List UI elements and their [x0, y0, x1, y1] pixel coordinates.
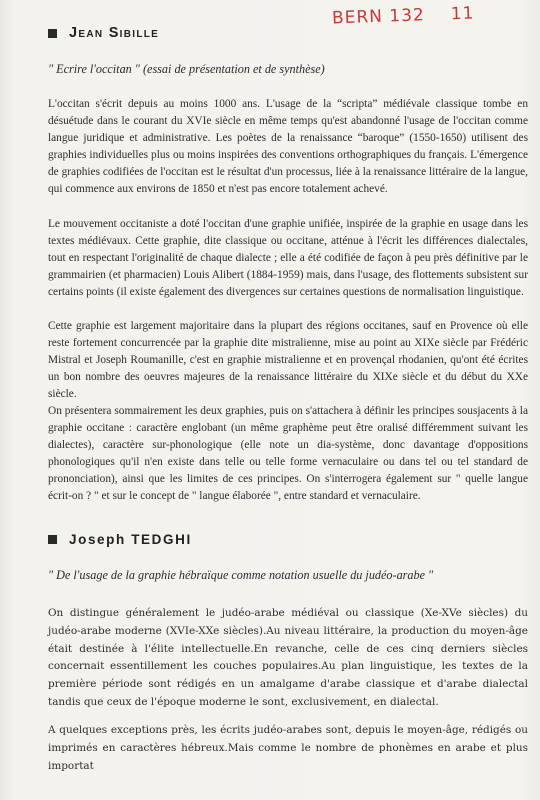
author-name: Jean Sibille [69, 25, 160, 41]
paragraph: L'occitan s'écrit depuis au moins 1000 ans. L'usage de la “scripta” médiévale classique tombe en désuétude dans le courant du XVIe siècle en même temps qu'est abandonné l'usage de l'occitan comme langue juridique et administrative. Les poètes de la renaissance “baroque” (1550-1650) utilisent des graphies individuelles plus ou moins inspirées des conventions orthographiques du français. L'émergence de graphies codifiées de l'occitan est le résultat d'un processus, liée à la renaissance littéraire de la langue, qui commence aux environs de 1850 et n'est pas encore totalement achevé. [48, 98, 528, 196]
paragraph: On présentera sommairement les deux graphies, puis on s'attachera à définir les principes sousjacents à la graphie occitane : caractère englobant (un même graphème peut être oralisé différemment suivant les dialectes), caractère sur-phonologique (elle note un dia-système, donc davantage d'oppositions phonologiques qu'il n'en existe dans telle ou telle forme vernaculaire ou dans tel ou tel standard de prononciation), ainsi que les limites de ces principes. On s'interrogera également sur " quelle langue écrit-on ? " et sur le concept de " langue élaborée ", entre standard et vernaculaire. [48, 405, 528, 503]
handwritten-reference [332, 4, 475, 29]
bullet-square-icon [48, 535, 57, 544]
author-heading-tedghi [48, 532, 192, 547]
paragraph: Cette graphie est largement majoritaire dans la plupart des régions occitanes, sauf en Provence où elle reste fortement concurrencée par la graphie dite mistralienne, mise au point au XIXe siècle par Frédéric Mistral et Joseph Roumanille, c'est en graphie mistralienne et en provençal rhodanien, qu'ont été écrites un bon nombre des oeuvres majeures de la renaissance littéraire du XIXe siècle et du début du XXe siècle. [48, 320, 528, 401]
section-title-occitan: " Ecrire l'occitan " (essai de présentation et de synthèse) [48, 62, 325, 76]
handwritten-ref-number: 11 [450, 3, 475, 25]
handwritten-ref-code: BERN 132 [331, 5, 426, 29]
bullet-square-icon [48, 29, 57, 38]
paragraph: A quelques exceptions près, les écrits judéo-arabes sont, depuis le moyen-âge, rédigés ou imprimés en caractères hébreux.Mais comme le nombre de phonèmes en arabe et plus importat [48, 724, 528, 772]
paragraph: On distingue généralement le judéo-arabe médiéval ou classique (Xe-XVe siècles) du judéo-arabe moderne (XVIe-XXe siècles).Au niveau littéraire, la production du moyen-âge était destinée à l'élite intellectuelle.En revanche, celle de ces cinq derniers siècles concernait essentillement les couches populaires.Au plan linguistique, les textes de la première période sont rédigés en un amalgame d'arabe classique et d'arabe dialectal tandis que ceux de l'époque moderne le sont, exclusivement, en dialectal. [48, 607, 528, 708]
paragraph: Le mouvement occitaniste a doté l'occitan d'une graphie unifiée, inspirée de la graphie en usage dans les textes médiévaux. Cette graphie, dite classique ou occitane, atténue à l'écrit les différences dialectales, tout en respectant l'originalité de chaque dialecte ; elle a été codifiée de façon à peu près définitive par le grammairien (et pharmacien) Louis Alibert (1884-1959) mais, dans l'usage, des flottements subsistent sur certains points (il existe également des divergences sur certaines questions de normalisation linguistique. [48, 218, 528, 299]
author-name: Joseph TEDGHI [69, 532, 192, 547]
section-title-judeo-arabe: " De l'usage de la graphie hébraïque comme notation usuelle du judéo-arabe " [48, 568, 434, 582]
author-heading-sibille [48, 25, 159, 41]
